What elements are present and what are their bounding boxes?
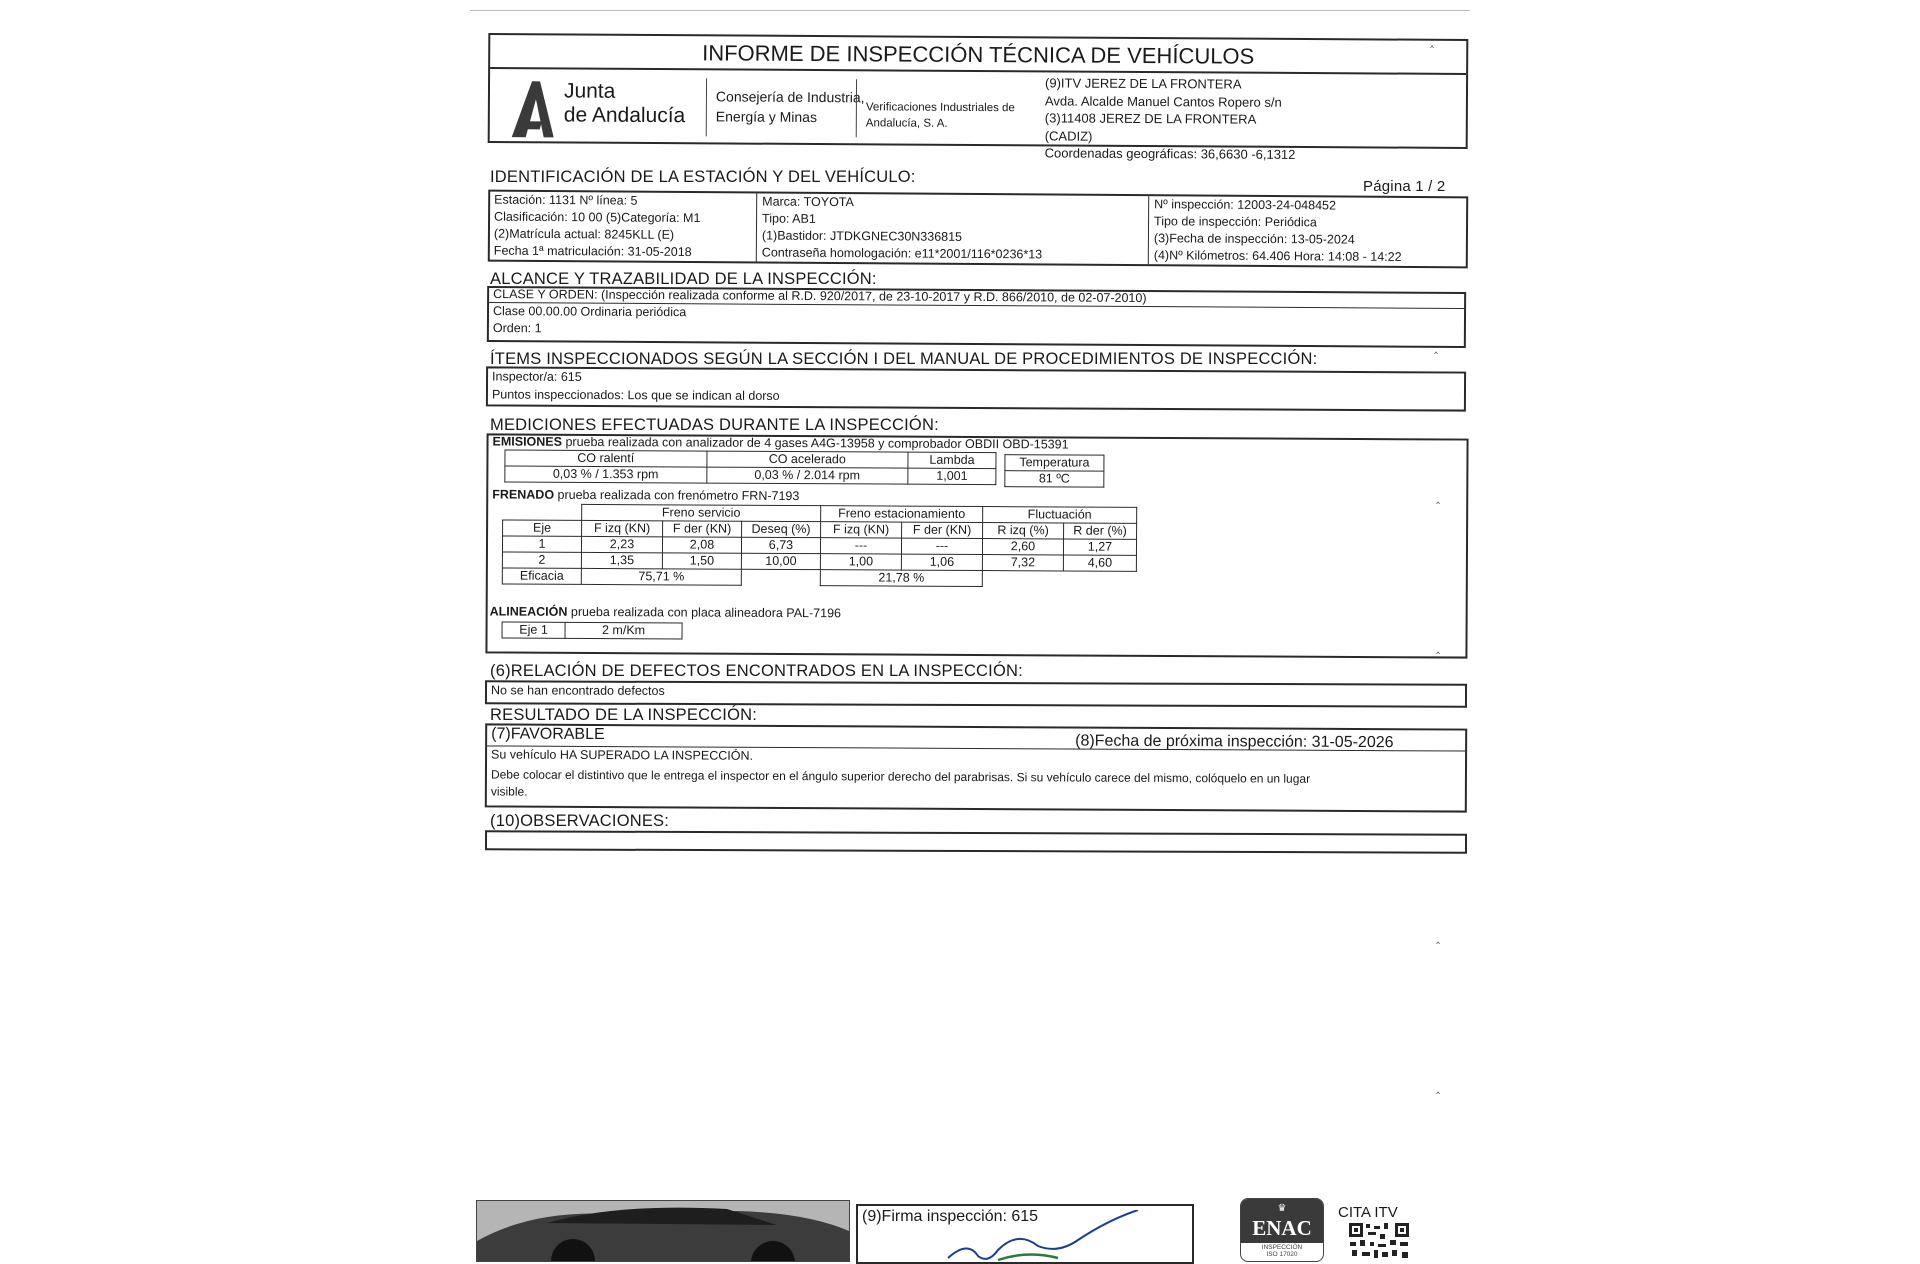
emis-value-lambda: 1,001 (908, 468, 996, 484)
logo-divider-1 (706, 78, 707, 136)
eficacia-servicio: 75,71 % (581, 568, 741, 585)
brake-cell: 1,06 (901, 554, 982, 570)
brake-table (502, 504, 1137, 588)
ident-heading: IDENTIFICACIÓN DE LA ESTACIÓN Y DEL VEHÍCULO: (490, 168, 916, 186)
brake-cell: 6,73 (741, 537, 820, 553)
enac-sub1: INSPECCIÓN (1261, 1244, 1303, 1251)
consejeria-line2: Energía y Minas (715, 108, 818, 126)
top-scan-line (470, 10, 1470, 11)
page-number: Página 1 / 2 (1363, 178, 1446, 195)
consejeria-line1: Consejería de Industria, (715, 88, 865, 106)
scan-mark: ‸ (1436, 640, 1441, 654)
brake-row-eficacia (502, 568, 1136, 587)
ident-box (488, 190, 1468, 269)
ident-col3-line1: Tipo de inspección: Periódica (1154, 214, 1317, 230)
emis-header-lambda: Lambda (908, 452, 996, 468)
brake-cell: 1,50 (662, 553, 741, 569)
station-line2: Avda. Alcalde Manuel Cantos Ropero s/n (1044, 92, 1282, 110)
verif-line1: Verificaciones Industriales de (865, 101, 1015, 115)
ident-col-divider-1 (756, 193, 757, 261)
eficacia-gap (1063, 571, 1136, 587)
items-heading: ÍTEMS INSPECCIONADOS SEGÚN LA SECCIÓN I DEL MANUAL DE PROCEDIMIENTOS DE INSPECCIÓN: (490, 350, 1318, 368)
header-box (488, 33, 1469, 162)
station-line3: (3)11408 JEREZ DE LA FRONTERA (1044, 110, 1257, 127)
observaciones-heading: (10)OBSERVACIONES: (490, 812, 670, 830)
eficacia-gap (982, 571, 1063, 587)
scan-mark: ‸ (1430, 34, 1435, 48)
align-value: 2 m/Km (565, 622, 682, 639)
resultado-box (485, 723, 1467, 812)
resultado-line3: visible. (490, 784, 528, 799)
alcance-line1: CLASE Y ORDEN: (Inspección realizada conforme al R.D. 920/2017, de 23-10-2017 y R.D. 866/2010, de 02-07-2010) (493, 287, 1147, 306)
qr-code-icon[interactable] (1348, 1222, 1410, 1260)
resultado-line2: Debe colocar el distintivo que le entrega el inspector en el ángulo superior derecho del parabrisas. Si su vehículo carece del mismo, colóquelo en un lugar (490, 767, 1311, 786)
station-line1: (9)ITV JEREZ DE LA FRONTERA (1045, 75, 1242, 92)
ident-col1-line0: Estación: 1131 Nº línea: 5 (494, 192, 638, 208)
emisiones-text: prueba realizada con analizador de 4 gases A4G-13958 y comprobador OBDII OBD-15391 (561, 434, 1069, 452)
brake-cell: 1,27 (1063, 539, 1136, 555)
brake-col-deseq: Deseq (%) (742, 521, 821, 537)
defectos-heading: (6)RELACIÓN DE DEFECTOS ENCONTRADOS EN LA INSPECCIÓN: (490, 662, 1023, 680)
brake-cell: 1,00 (820, 554, 901, 570)
brake-col-fe-der: F der (KN) (902, 522, 983, 538)
ident-col-divider-2 (1148, 196, 1149, 264)
resultado-verdict: (7)FAVORABLE (491, 725, 605, 744)
inspection-report-sheet (470, 14, 1470, 1260)
signature-box (856, 1204, 1194, 1264)
alcance-line3: Orden: 1 (492, 321, 542, 336)
ident-col1-line1: Clasificación: 10 00 (5)Categoría: M1 (494, 209, 701, 226)
items-box (486, 366, 1466, 411)
emisiones-label: EMISIONES (492, 434, 563, 449)
brake-cell: --- (901, 538, 982, 554)
items-line1: Inspector/a: 615 (492, 369, 582, 384)
ident-col3-line0: Nº inspección: 12003-24-048452 (1154, 197, 1337, 213)
scan-mark: ‸ (1434, 340, 1439, 354)
ident-col3 (1154, 196, 1402, 266)
enac-logo (1240, 1198, 1324, 1262)
resultado-line1: Su vehículo HA SUPERADO LA INSPECCIÓN. (491, 747, 754, 763)
ident-col1-line2: (2)Matrícula actual: 8245KLL (E) (493, 226, 675, 242)
brake-empty-corner (503, 504, 582, 520)
alineacion-label: ALINEACIÓN (489, 604, 568, 619)
ident-col2-line3: Contraseña homologación: e11*2001/116*0236*13 (761, 245, 1043, 262)
frenado-text: prueba realizada con frenómetro FRN-7193 (554, 487, 800, 504)
mediciones-box (485, 433, 1468, 658)
ident-col2-line0: Marca: TOYOTA (762, 194, 854, 210)
alcance-line2: Clase 00.00.00 Ordinaria periódica (492, 304, 687, 320)
alcance-box (487, 286, 1466, 348)
brake-col-fe-izq: F izq (KN) (821, 522, 902, 538)
ident-col2 (762, 193, 1043, 263)
scan-mark: ‸ (1436, 490, 1441, 504)
ident-col3-line2: (3)Fecha de inspección: 13-05-2024 (1153, 231, 1355, 247)
defectos-box (485, 680, 1467, 707)
signature-scribble-icon (938, 1210, 1158, 1264)
junta-line2: de Andalucía (563, 103, 686, 128)
freno-estacionamiento-header: Freno estacionamiento (821, 506, 983, 523)
brake-cell: --- (820, 538, 901, 554)
ident-col3-line3: (4)Nº Kilómetros: 64.406 Hora: 14:08 - 14:22 (1153, 248, 1402, 264)
alineacion-text: prueba realizada con placa alineadora PAL-7196 (567, 604, 842, 621)
brake-cell: 4,60 (1063, 555, 1136, 571)
brake-cell: 1 (502, 536, 581, 552)
ident-col1 (494, 192, 701, 261)
eficacia-gap (741, 569, 820, 585)
ident-col2-line1: Tipo: AB1 (762, 211, 816, 226)
brake-col-r-der: R der (%) (1064, 523, 1137, 539)
emis-value-co-acelerado: 0,03 % / 2.014 rpm (706, 467, 908, 484)
junta-line1: Junta (563, 79, 616, 103)
brake-cell: 2,23 (581, 536, 662, 552)
alignment-table (502, 622, 683, 640)
frenado-line (492, 487, 799, 503)
emis-header-co-acelerado: CO acelerado (706, 451, 908, 468)
brake-cell: 2,60 (982, 539, 1063, 555)
brake-col-eje: Eje (503, 520, 582, 536)
mediciones-heading: MEDICIONES EFECTUADAS DURANTE LA INSPECCIÓN: (490, 416, 939, 434)
temp-value: 81 ºC (1005, 471, 1104, 488)
alcance-heading: ALCANCE Y TRAZABILIDAD DE LA INSPECCIÓN: (490, 270, 877, 288)
brake-col-fs-izq: F izq (KN) (582, 520, 663, 536)
junta-logo-text (564, 79, 686, 128)
brake-cell: 10,00 (741, 553, 820, 569)
temperature-table (1004, 454, 1104, 488)
align-axle: Eje 1 (502, 622, 565, 638)
ident-col2-line2: (1)Bastidor: JTDKGNEC30N336815 (761, 228, 963, 244)
verif-line2: Andalucía, S. A. (865, 117, 948, 130)
emissions-table (504, 450, 996, 486)
cita-itv-label: CITA ITV (1338, 1204, 1398, 1221)
brake-cell: 7,32 (982, 555, 1063, 571)
station-address (1045, 74, 1296, 163)
brake-cell: 2 (502, 552, 581, 568)
car-silhouette-icon (477, 1201, 849, 1261)
observaciones-box (485, 830, 1467, 853)
resultado-next-date: (8)Fecha de próxima inspección: 31-05-2026 (1075, 732, 1394, 752)
enac-sub2: ISO 17020 (1266, 1251, 1298, 1258)
temp-header: Temperatura (1005, 455, 1104, 472)
crown-icon: ♛ (1277, 1203, 1287, 1214)
frenado-label: FRENADO (492, 487, 555, 502)
consejeria-logo-text (716, 86, 865, 127)
brake-col-r-izq: R izq (%) (983, 523, 1064, 539)
scan-mark: ‸ (1436, 930, 1441, 944)
station-line4: (CADIZ) (1044, 127, 1093, 144)
resultado-heading: RESULTADO DE LA INSPECCIÓN: (490, 706, 758, 724)
fluctuacion-header: Fluctuación (983, 507, 1137, 524)
freno-servicio-header: Freno servicio (582, 504, 821, 521)
scan-mark: ‸ (1436, 1080, 1441, 1094)
verificaciones-logo-text (866, 99, 1015, 132)
emis-header-co-ralenti: CO ralentí (505, 450, 707, 467)
logo-divider-2 (856, 79, 857, 137)
enac-subtext (1241, 1244, 1323, 1258)
items-line2: Puntos inspeccionados: Los que se indican al dorso (491, 387, 780, 403)
enac-text: ENAC (1252, 1216, 1312, 1240)
eficacia-label: Eficacia (502, 568, 581, 584)
alineacion-line (490, 604, 841, 620)
vehicle-photo (476, 1200, 850, 1262)
brake-col-fs-der: F der (KN) (663, 521, 742, 537)
junta-andalucia-logo-icon (508, 77, 558, 139)
emis-value-co-ralenti: 0,03 % / 1.353 rpm (505, 466, 707, 483)
report-title: INFORME DE INSPECCIÓN TÉCNICA DE VEHÍCULOS (702, 40, 1255, 69)
defectos-line: No se han encontrado defectos (490, 683, 665, 698)
firma-label: (9)Firma inspección: 615 (862, 1208, 1039, 1225)
station-coords: Coordenadas geográficas: 36,6630 -6,1312 (1044, 145, 1296, 162)
brake-cell: 2,08 (662, 537, 741, 553)
eficacia-estacionamiento: 21,78 % (820, 570, 982, 587)
ident-col1-line3: Fecha 1ª matriculación: 31-05-2018 (493, 243, 692, 260)
brake-cell: 1,35 (581, 552, 662, 568)
